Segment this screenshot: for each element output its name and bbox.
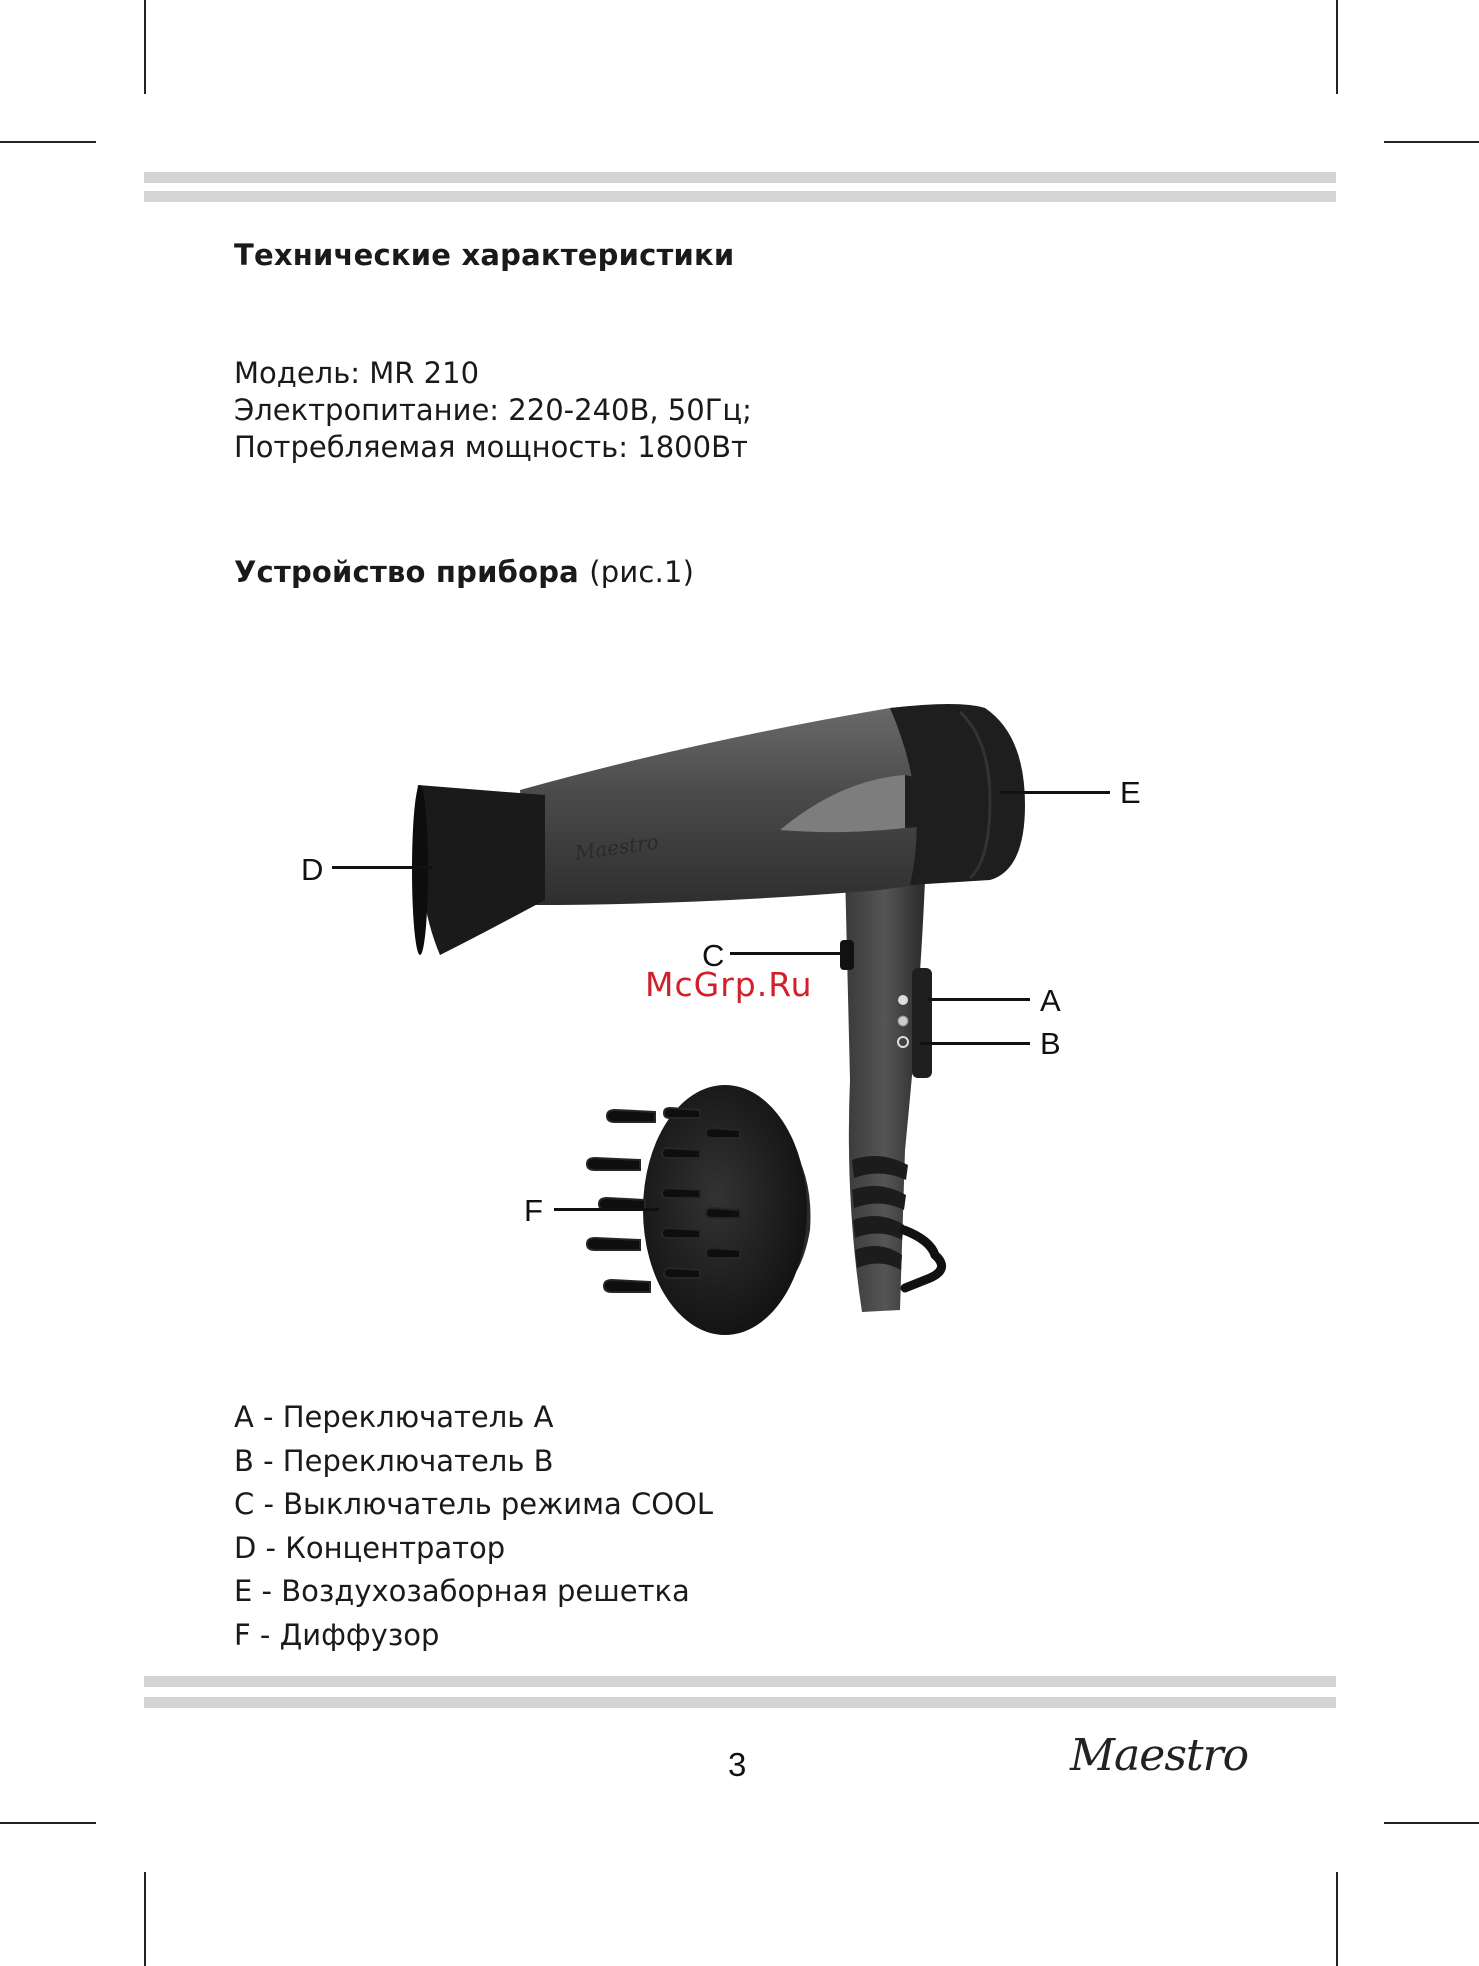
crop-mark: [144, 1872, 146, 1966]
callout-label-c: C: [702, 938, 725, 973]
parts-legend: [234, 1396, 713, 1657]
callout-label-b: B: [1040, 1026, 1061, 1061]
callout-label-f: F: [524, 1193, 543, 1228]
spec-model: Модель: MR 210: [234, 356, 480, 390]
callout-label-d: D: [301, 852, 324, 887]
legend-item-b: B - Переключатель B: [234, 1443, 554, 1478]
legend-item-c: C - Выключатель режима COOL: [234, 1487, 714, 1521]
spec-power-supply: Электропитание: 220-240В, 50Гц;: [234, 393, 752, 427]
leader-line-b: [920, 1042, 1030, 1045]
switch-indicator: [898, 1016, 908, 1026]
leader-line-e: [1000, 791, 1110, 794]
spec-power-consumption: Потребляемая мощность: 1800Вт: [234, 430, 748, 464]
callout-label-e: E: [1120, 775, 1141, 810]
legend-item-e: E - Воздухозаборная решетка: [234, 1574, 690, 1608]
crop-mark: [1384, 1822, 1479, 1824]
legend-item-a: A - Переключатель A: [234, 1400, 554, 1434]
footer-rule: [144, 1697, 1336, 1708]
footer-rule: [144, 1676, 1336, 1687]
page-number: 3: [728, 1746, 747, 1783]
legend-item-d: D - Концентратор: [234, 1530, 506, 1565]
switch-panel: [912, 968, 932, 1078]
callout-label-a: A: [1040, 983, 1061, 1018]
legend-item-f: F - Диффузор: [234, 1617, 440, 1652]
body-logo: Maestro: [573, 829, 661, 865]
watermark: McGrp.Ru: [645, 965, 813, 1004]
leader-line-c: [730, 952, 842, 955]
section-title-specs: Технические характеристики: [234, 238, 735, 272]
power-cord: [904, 1230, 942, 1288]
crop-mark: [0, 1822, 96, 1824]
section-title-device-text: Устройство прибора: [234, 555, 579, 589]
leader-line-a: [928, 998, 1030, 1001]
crop-mark: [1336, 1872, 1338, 1966]
brand-logo: Maestro: [1070, 1730, 1249, 1781]
leader-line-f: [554, 1208, 659, 1211]
dryer-handle: [845, 870, 925, 1312]
concentrator-nozzle: [415, 785, 545, 955]
switch-indicator: [898, 995, 908, 1005]
cool-button: [840, 940, 854, 970]
figure-reference: (рис.1): [589, 555, 695, 589]
leader-line-d: [332, 866, 432, 869]
